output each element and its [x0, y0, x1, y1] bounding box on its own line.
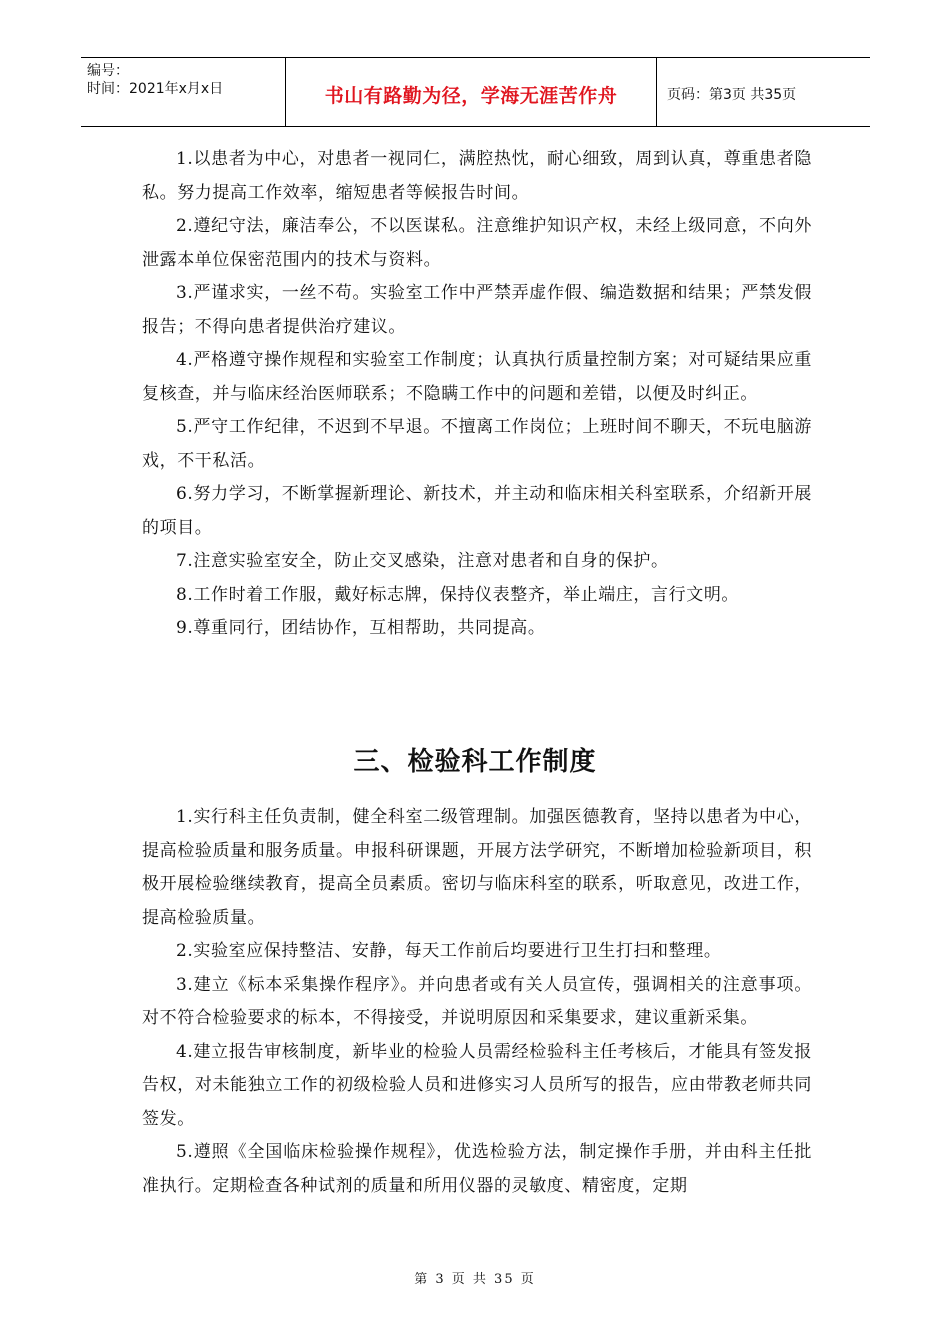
document-number-label: 编号： — [87, 63, 129, 79]
paragraph: 2.遵纪守法，廉洁奉公，不以医谋私。注意维护知识产权，未经上级同意，不向外泄露本单位保密范围内的技术与资料。 — [142, 216, 812, 270]
paragraph: 3.建立《标本采集操作程序》。并向患者或有关人员宣传，强调相关的注意事项。对不符合检验要求的标本，不得接受，并说明原因和采集要求，建议重新采集。 — [142, 974, 812, 1028]
header-page-info: 页码：第3页 共35页 — [667, 87, 797, 103]
work-rules-section — [142, 801, 812, 1203]
paragraph: 4.建立报告审核制度，新毕业的检验人员需经检验科主任考核后，才能具有签发报告权，对未能独立工作的初级检验人员和进修实习人员所写的报告，应由带教老师共同签发。 — [142, 1041, 812, 1129]
paragraph: 9.尊重同行，团结协作，互相帮助，共同提高。 — [176, 618, 546, 638]
header-meta — [81, 58, 285, 126]
section-heading: 三、检验科工作制度 — [353, 747, 597, 777]
header-motto: 书山有路勤为径，学海无涯苦作舟 — [285, 58, 657, 126]
page-footer: 第 3 页 共 35 页 — [414, 1272, 536, 1287]
paragraph: 8.工作时着工作服，戴好标志牌，保持仪表整齐，举止端庄，言行文明。 — [176, 584, 740, 605]
page-header — [81, 57, 870, 127]
document-date: 时间：2021年x月x日 — [87, 81, 224, 97]
paragraph: 1.实行科主任负责制，健全科室二级管理制。加强医德教育，坚持以患者为中心，提高检验质量和服务质量。申报科研课题，开展方法学研究，不断增加检验新项目，积极开展检验继续教育，提高全员素质。密切与临床科室的联系，听取意见，改进工作，提高检验质量。 — [142, 807, 812, 928]
ethics-section — [142, 143, 812, 646]
paragraph: 5.遵照《全国临床检验操作规程》，优选检验方法，制定操作手册，并由科主任批准执行。定期检查各种试剂的质量和所用仪器的灵敏度、精密度，定期 — [142, 1142, 812, 1196]
paragraph: 4.严格遵守操作规程和实验室工作制度；认真执行质量控制方案；对可疑结果应重复核查，并与临床经治医师联系；不隐瞒工作中的问题和差错，以便及时纠正。 — [142, 350, 812, 404]
paragraph: 6.努力学习，不断掌握新理论、新技术，并主动和临床相关科室联系，介绍新开展的项目。 — [142, 484, 812, 538]
paragraph: 5.严守工作纪律，不迟到不早退。不擅离工作岗位；上班时间不聊天，不玩电脑游戏，不干私活。 — [142, 417, 812, 471]
paragraph: 2.实验室应保持整洁、安静，每天工作前后均要进行卫生打扫和整理。 — [176, 941, 722, 961]
paragraph: 3.严谨求实，一丝不苟。实验室工作中严禁弄虚作假、编造数据和结果；严禁发假报告；不得向患者提供治疗建议。 — [142, 283, 812, 337]
paragraph: 7.注意实验室安全，防止交叉感染，注意对患者和自身的保护。 — [176, 551, 669, 571]
paragraph: 1.以患者为中心，对患者一视同仁，满腔热忱，耐心细致，周到认真，尊重患者隐私。努力提高工作效率，缩短患者等候报告时间。 — [142, 149, 812, 203]
